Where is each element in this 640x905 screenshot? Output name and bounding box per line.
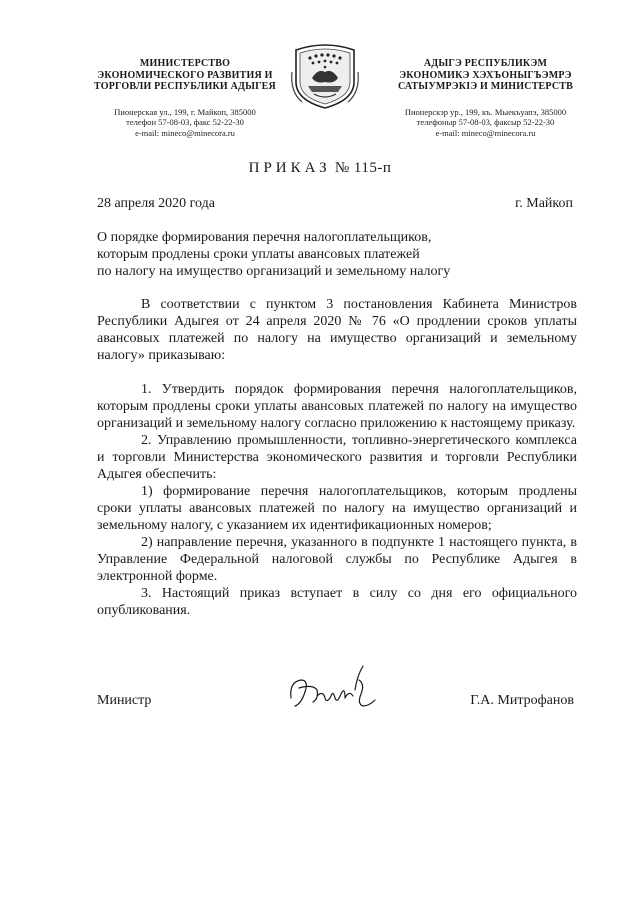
letterhead-right	[378, 58, 593, 138]
order-body	[97, 296, 577, 619]
document-title	[0, 160, 640, 177]
signatory-name: Г.А. Митрофанов	[470, 693, 574, 708]
item-1-paragraph: 1. Утвердить порядок формирования перечня налогоплательщиков, которым продлены сроки уплаты авансовых платежей по налогу на имущество организаций и земельному налогу согласно приложению к настоящему приказу.	[97, 382, 577, 431]
letterhead-left	[80, 58, 290, 138]
item-3-paragraph: 3. Настоящий приказ вступает в силу со дня его официального опубликования.	[97, 586, 577, 618]
handwritten-signature-icon	[283, 660, 383, 718]
ministry-name-ady: АДЫГЭ РЕСПУБЛИКЭМ ЭКОНОМИКЭ ХЭХЪОНЫГЪЭМРЭ САТЫУМРЭКІЭ И МИНИСТЕРСТВ	[397, 58, 574, 92]
signatory-role: Министр	[97, 693, 152, 708]
item-2-paragraph: 2. Управлению промышленности, топливно-энергетического комплекса и торговли Министерства экономического развития и торговли Республики Адыгея обеспечить:	[97, 433, 577, 482]
order-date: 28 апреля 2020 года	[97, 196, 215, 211]
preamble-paragraph: В соответствии с пунктом 3 постановления Кабинета Министров Республики Адыгея от 24 апреля 2020 № 76 «О продлении сроков уплаты авансовых платежей по налогу на имущество организаций и земельному налогу» приказываю:	[97, 297, 577, 363]
order-subject: О порядке формирования перечня налогоплательщиков, которым продлены сроки уплаты авансовых платежей по налогу на имущество организаций и земельному налогу	[97, 230, 451, 279]
ministry-address-ady: Пионерскэр ур., 199, къ. Мыекъуапэ, 385000 телефоныр 57-08-03, факсыр 52-22-30 e-mail: mineco@minecora.ru	[404, 106, 567, 138]
item-2-1-paragraph: 1) формирование перечня налогоплательщиков, которым продлены сроки уплаты авансовых платежей по налогу на имущество организаций и земельному налогу, с указанием их идентификационных номеров;	[97, 484, 577, 533]
ministry-name-ru: МИНИСТЕРСТВО ЭКОНОМИЧЕСКОГО РАЗВИТИЯ И ТОРГОВЛИ РЕСПУБЛИКИ АДЫГЕЯ	[94, 58, 276, 92]
item-2-2-paragraph: 2) направление перечня, указанного в подпункте 1 настоящего пункта, в Управление Федеральной налоговой службы по Республике Адыгея в электронной форме.	[97, 535, 577, 584]
order-number: № 115-п	[334, 160, 392, 176]
order-city: г. Майкоп	[515, 196, 573, 211]
title-word: ПРИКАЗ	[248, 160, 331, 176]
ministry-address-ru: Пионерская ул., 199, г. Майкоп, 385000 телефон 57-08-03, факс 52-22-30 e-mail: mineco@minecora.ru	[114, 106, 256, 138]
coat-of-arms-icon	[288, 42, 362, 110]
